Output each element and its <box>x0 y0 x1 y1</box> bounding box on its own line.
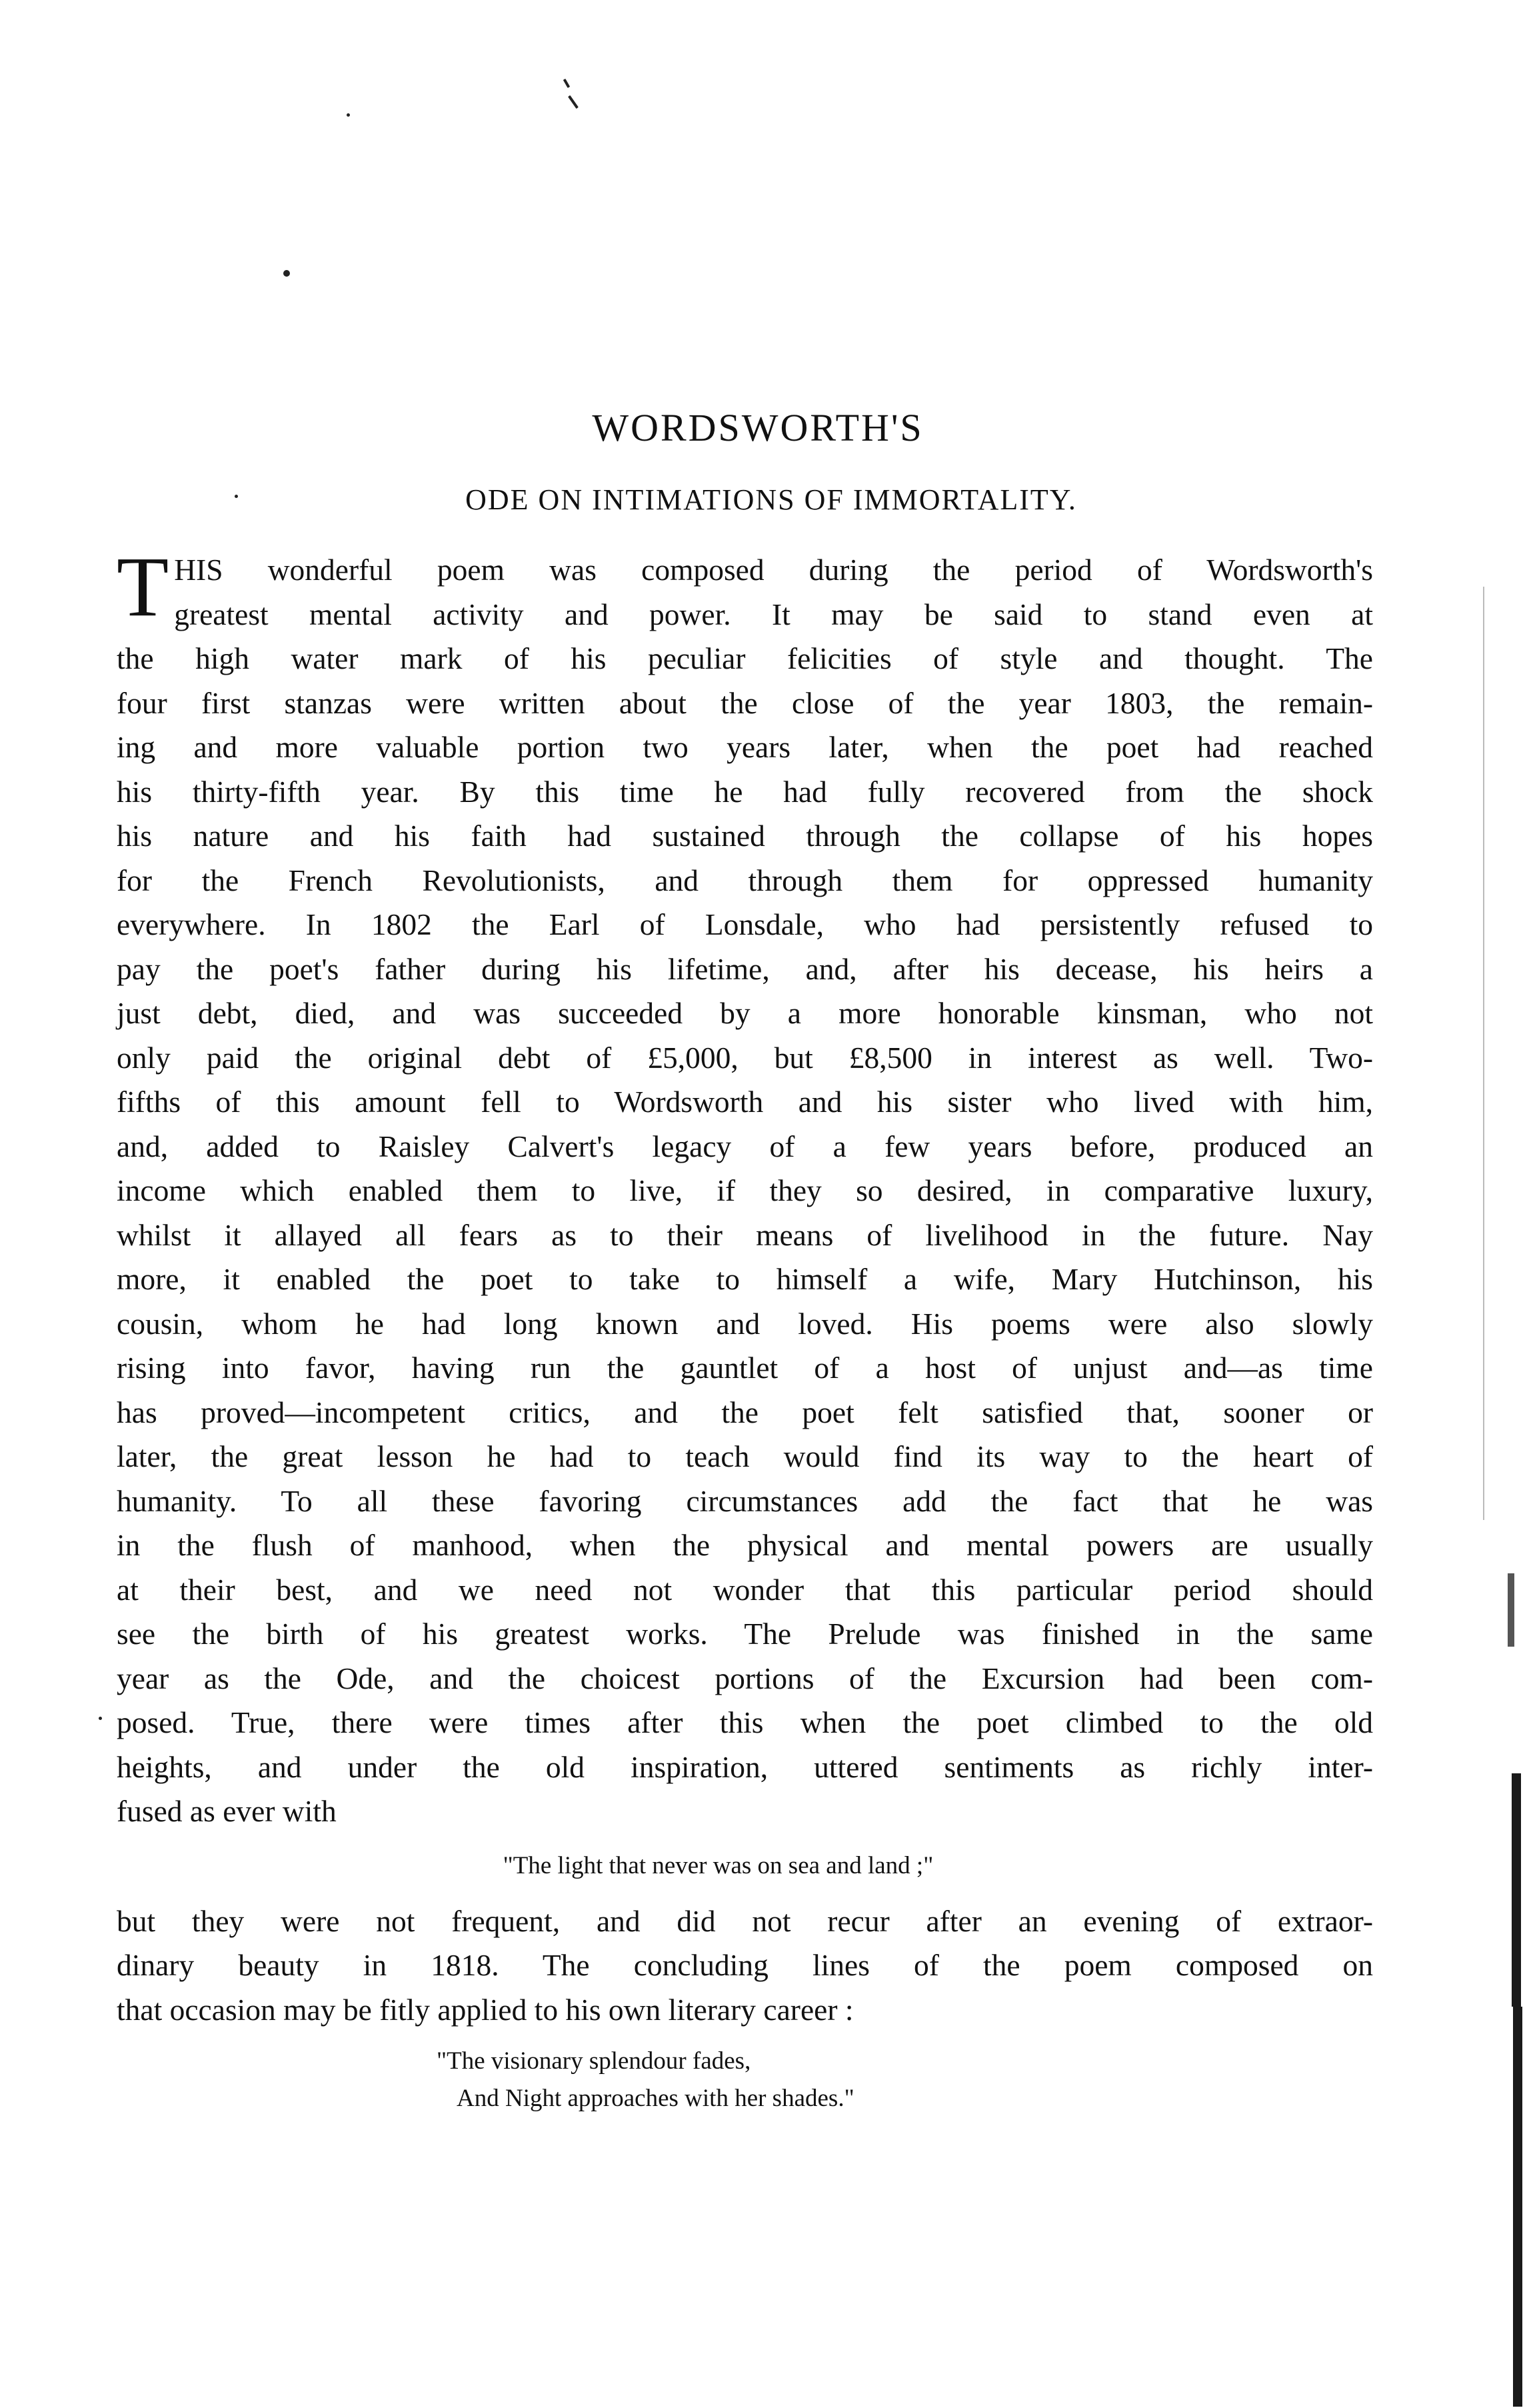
paragraph-2 <box>117 1899 1373 2033</box>
text-line: for the French Revolutionists, and through them for oppressed humanity <box>117 863 1373 897</box>
drop-cap: T <box>117 539 169 634</box>
text-line: in the flush of manhood, when the physical and mental powers are usually <box>117 1528 1373 1562</box>
quote-line: "The visionary splendour fades, <box>437 2047 751 2075</box>
text-line: pay the poet's father during his lifetime, and, after his decease, his heirs a <box>117 951 1373 986</box>
text-line: everywhere. In 1802 the Earl of Lonsdale, who had persistently refused to <box>117 907 1373 941</box>
paragraph-1 <box>117 539 1373 1834</box>
text-line: later, the great lesson he had to teach would find its way to the heart of <box>117 1439 1373 1473</box>
scan-speck <box>563 79 570 88</box>
text-line: but they were not frequent, and did not recur after an evening of extraor- <box>117 1903 1373 1938</box>
text-line: heights, and under the old inspiration, uttered sentiments as richly inter- <box>117 1749 1373 1784</box>
page-title: WORDSWORTH'S <box>592 406 924 449</box>
text-line: has proved—incompetent critics, and the poet felt satisfied that, sooner or <box>117 1395 1373 1429</box>
body-text <box>117 539 1373 2117</box>
text-line: dinary beauty in 1818. The concluding lines of the poem composed on <box>117 1948 1373 1982</box>
page-edge-shadow <box>1508 1573 1514 1647</box>
text-line: year as the Ode, and the choicest portions of the Excursion had been com- <box>117 1661 1373 1695</box>
scan-speck <box>99 1717 102 1720</box>
text-line: greatest mental activity and power. It may be said to stand even at <box>174 597 1373 631</box>
page-edge-shadow <box>1512 1773 1521 2007</box>
scan-speck <box>283 270 290 277</box>
text-line: and, added to Raisley Calvert's legacy of a few years before, produced an <box>117 1129 1373 1163</box>
text-line: rising into favor, having run the gauntlet of a host of unjust and—as time <box>117 1351 1373 1385</box>
quote-line: And Night approaches with her shades." <box>457 2085 854 2112</box>
page-subtitle: ODE ON INTIMATIONS OF IMMORTALITY. <box>465 483 1077 516</box>
text-line: only paid the original debt of £5,000, but £8,500 in interest as well. Two- <box>117 1040 1373 1075</box>
text-line: fifths of this amount fell to Wordsworth and his sister who lived with him, <box>117 1085 1373 1119</box>
page-edge-shadow <box>1513 2007 1522 2407</box>
block-quote-1: "The light that never was on sea and land ;" <box>503 1851 934 1879</box>
text-line: ing and more valuable portion two years later, when the poet had reached <box>117 730 1373 764</box>
text-line: four first stanzas were written about the close of the year 1803, the remain- <box>117 685 1373 720</box>
text-line: cousin, whom he had long known and loved. His poems were also slowly <box>117 1306 1373 1341</box>
text-line: his thirty-fifth year. By this time he had fully recovered from the shock <box>117 774 1373 809</box>
page-edge-shadow <box>1483 587 1484 1520</box>
text-line: fused as ever with <box>117 1794 337 1828</box>
text-line: humanity. To all these favoring circumstances add the fact that he was <box>117 1483 1373 1518</box>
text-line: the high water mark of his peculiar felicities of style and thought. The <box>117 641 1373 675</box>
text-line: HIS wonderful poem was composed during the period of Wordsworth's <box>174 553 1373 587</box>
text-line: more, it enabled the poet to take to himself a wife, Mary Hutchinson, his <box>117 1262 1373 1296</box>
scan-speck <box>347 113 350 117</box>
text-line: at their best, and we need not wonder that this particular period should <box>117 1572 1373 1607</box>
text-line: that occasion may be fitly applied to his own literary career : <box>117 1992 854 2027</box>
text-line: just debt, died, and was succeeded by a more honorable kinsman, who not <box>117 996 1373 1030</box>
text-line: posed. True, there were times after this when the poet climbed to the old <box>117 1705 1373 1739</box>
text-line: see the birth of his greatest works. The Prelude was finished in the same <box>117 1617 1373 1651</box>
text-line: income which enabled them to live, if they so desired, in comparative luxury, <box>117 1173 1373 1207</box>
scan-speck <box>568 95 579 109</box>
text-line: his nature and his faith had sustained through the collapse of his hopes <box>117 819 1373 853</box>
block-quote-2 <box>117 2032 1373 2117</box>
text-line: whilst it allayed all fears as to their means of livelihood in the future. Nay <box>117 1217 1373 1252</box>
